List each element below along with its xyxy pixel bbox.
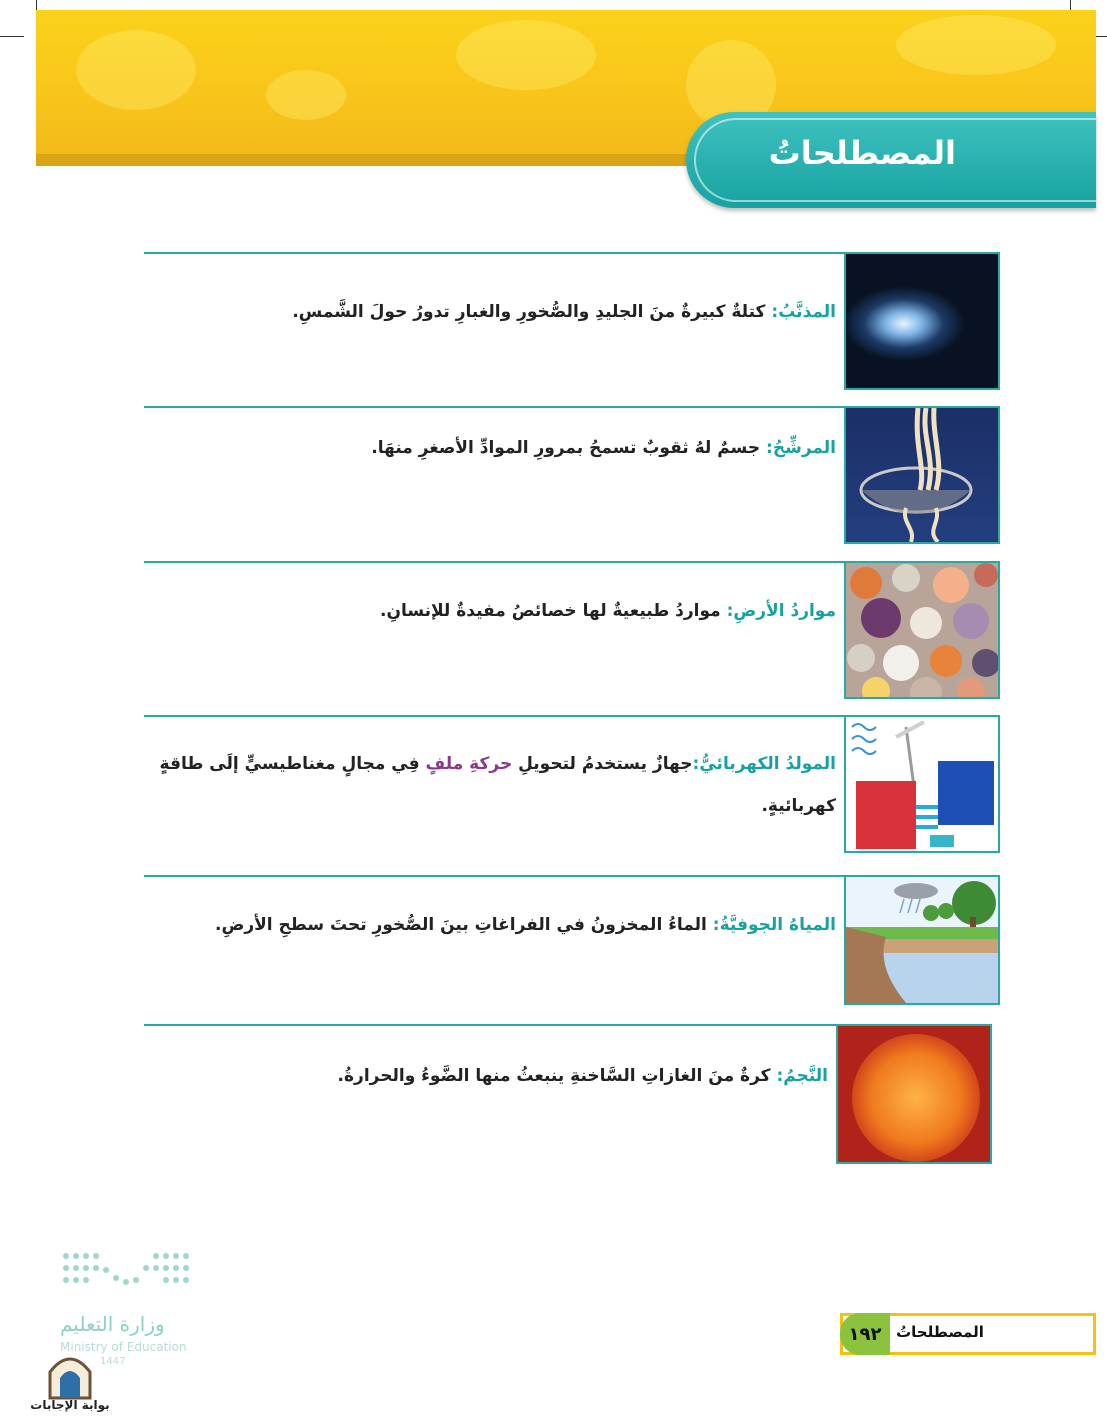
comet-photo [844,252,1000,390]
glossary-definition: كتلةٌ كبيرةٌ منَ الجليدِ والصُّخورِ والغبارِ تدورُ حولَ الشَّمسِ. [292,302,772,322]
glossary-entry: المرشِّحُ: جسمٌ لهُ ثقوبٌ تسمحُ بمرورِ الموادِّ الأصغرِ منهَا. [144,406,1000,544]
glossary-term: المولدُ الكهربائيُّ [699,754,836,774]
glossary-term: المرشِّحُ [772,438,836,458]
glossary-entry: المذنَّبُ: كتلةٌ كبيرةٌ منَ الجليدِ والصُّخورِ والغبارِ تدورُ حولَ الشَّمسِ. [144,252,1000,388]
glossary-definition: جهازٌ يستخدمُ لتحويلِ [512,754,693,774]
glossary-definition: الماءُ المخزونُ في الفراغاتِ بينَ الصُّخورِ تحتَ سطحِ الأرضِ. [215,915,713,935]
glossary-term: النَّجمُ [783,1066,828,1086]
crop-mark [0,36,24,37]
ministry-dots-icon [60,1250,200,1308]
page-number: ١٩٢ [840,1313,890,1355]
glossary-definition: مواردُ طبيعيةٌ لها خصائصُ مفيدةٌ للإنسانِ. [379,601,727,621]
glossary-term: مواردُ الأرضِ [733,601,836,621]
glossary-entry: المولدُ الكهربائيُّ:جهازٌ يستخدمُ لتحويلِ حركةِ ملفٍ فِي مجالٍ مغناطيسيٍّ إلَى طاقةٍ كهربائيةٍ. [144,715,1000,855]
glossary-term: المذنَّبُ [778,302,836,322]
highlight-word: ملفٍ [425,754,464,774]
glossary-term: المياهُ الجوفيَّةُ [719,915,836,935]
groundwater-icon [846,877,998,1003]
glossary-entry: مواردُ الأرضِ: مواردُ طبيعيةٌ لها خصائصُ مفيدةٌ للإنسانِ. [144,561,1000,699]
glossary-definition: جسمٌ لهُ ثقوبٌ تسمحُ بمرورِ الموادِّ الأصغرِ منهَا. [371,438,767,458]
strainer-icon [846,408,998,542]
sun-photo [836,1024,992,1164]
generator-illustration [844,715,1000,853]
ministry-name-ar: وزارة التعليم [60,1312,165,1336]
generator-icon [846,717,998,851]
glossary-definition: كرةٌ منَ الغازاتِ السَّاخنةِ ينبعثُ منها الضَّوءُ والحرارةُ. [337,1066,777,1086]
sun-icon [838,1026,990,1162]
ministry-year: 1447 [100,1356,126,1367]
highlight-word: حركةِ [469,754,513,774]
mosque-icon [34,1350,106,1400]
ministry-name-en: Ministry of Education [60,1340,187,1354]
page-title: المصطلحاتُ [768,134,956,172]
groundwater-illustration [844,875,1000,1005]
glossary-entry: النَّجمُ: كرةٌ منَ الغازاتِ السَّاخنةِ ينبعثُ منها الضَّوءُ والحرارةُ. [144,1024,1000,1164]
minerals-icon [846,563,998,697]
glossary-entry: المياهُ الجوفيَّةُ: الماءُ المخزونُ في الفراغاتِ بينَ الصُّخورِ تحتَ سطحِ الأرضِ. [144,875,1000,1005]
strainer-photo [844,406,1000,544]
footer-label: المصطلحاتُ [896,1323,984,1341]
site-name: بوابة الإجابات [30,1398,110,1412]
title-tab [686,112,1096,208]
minerals-photo [844,561,1000,699]
